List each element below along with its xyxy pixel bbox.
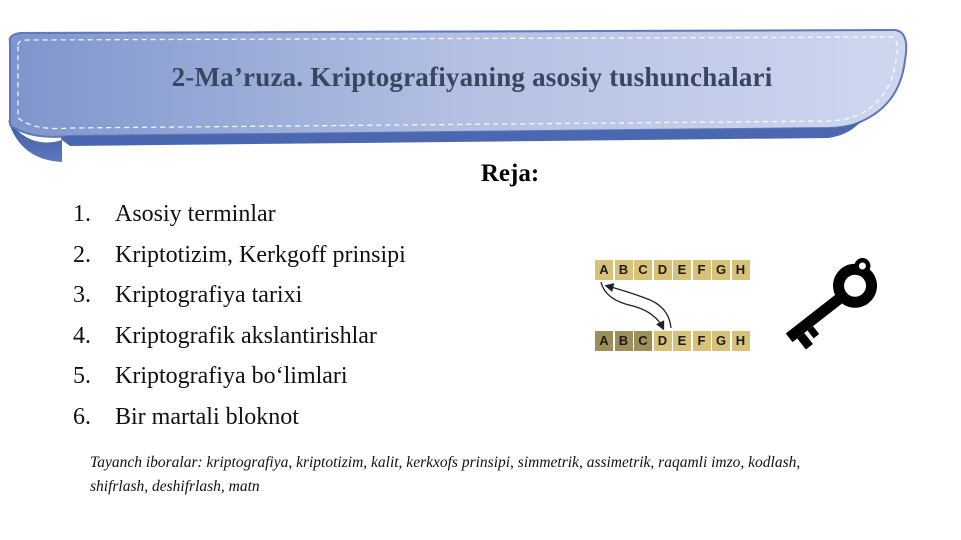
plan-item xyxy=(73,279,406,320)
letter-cell: H xyxy=(732,260,750,280)
letter-cell: E xyxy=(673,260,691,280)
letter-cell: A xyxy=(595,260,613,280)
shift-arrows-icon xyxy=(595,276,715,336)
plan-item xyxy=(73,401,406,442)
plan-item-number: 4. xyxy=(73,322,91,349)
letter-cell: D xyxy=(654,260,672,280)
key-icon xyxy=(770,255,895,355)
plan-list xyxy=(73,198,406,441)
ciphertext-alphabet-row xyxy=(595,331,751,351)
letter-cell: C xyxy=(634,331,652,351)
plan-heading: Reja: xyxy=(480,160,540,187)
plan-item-number: 3. xyxy=(73,282,91,308)
letter-cell: D xyxy=(654,331,672,351)
letter-cell: B xyxy=(615,331,633,351)
plan-item xyxy=(73,198,406,239)
letter-cell: F xyxy=(693,331,711,351)
plan-item-label: Asosiy terminlar xyxy=(115,201,276,227)
plan-item xyxy=(73,320,406,361)
letter-cell: B xyxy=(615,260,633,280)
letter-cell: E xyxy=(673,331,691,351)
letter-cell: G xyxy=(712,260,730,280)
header-banner xyxy=(0,0,961,170)
letter-cell: F xyxy=(693,260,711,280)
plan-item-label: Kriptotizim, Kerkgoff prinsipi xyxy=(115,241,406,268)
plan-item-number: 1. xyxy=(73,201,91,227)
lecture-title: 2-Ma’ruza. Kriptografiyaning asosiy tushunchalari xyxy=(171,62,773,92)
letter-cell: G xyxy=(712,331,730,351)
plan-item-label: Bir martali bloknot xyxy=(115,403,299,430)
letter-cell: C xyxy=(634,260,652,280)
plan-item xyxy=(73,360,406,401)
plan-item-label: Kriptografiya tarixi xyxy=(115,282,303,308)
plan-item-number: 2. xyxy=(73,241,91,268)
keywords-text: Tayanch iboralar: kriptografiya, kriptotizim, kalit, kerkxofs prinsipi, simmetrik, assimetrik, raqamli imzo, kodlash, shifrlash, deshifrlash, matn xyxy=(90,454,801,495)
letter-cell: A xyxy=(595,331,613,351)
caesar-cipher-illustration xyxy=(595,258,755,358)
plan-item xyxy=(73,239,406,280)
plan-item-label: Kriptografiya bo‘limlari xyxy=(115,363,348,389)
plan-item-label: Kriptografik akslantirishlar xyxy=(115,322,377,349)
plan-item-number: 6. xyxy=(73,403,91,430)
plan-item-number: 5. xyxy=(73,363,91,389)
letter-cell: H xyxy=(732,331,750,351)
